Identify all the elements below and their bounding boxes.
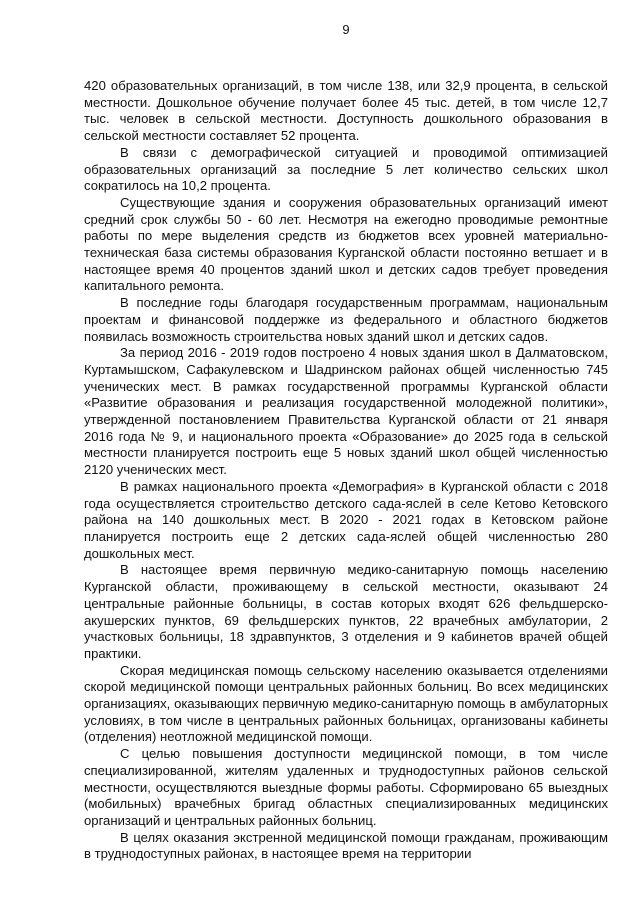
paragraph-new-schools: За период 2016 - 2019 годов построено 4 новых здания школ в Далматовском, Куртамышском, Сафакулевском и Шадринском районах общей численностью 745 ученических мест. В рамках государственной программы Курганской области «Развитие образования и реализация государственной молодежной политики», утвержденной постановлением Правительства Курганской области от 21 января 2016 года № 9, и национального проекта «Образование» до 2025 года в сельской местности планируется построить еще 5 новых зданий школ общей численностью 2120 ученических мест. xyxy=(84,345,608,478)
document-body xyxy=(84,78,608,863)
paragraph-demography: В рамках национального проекта «Демография» в Курганской области с 2018 года осуществляется строительство детского сада-яслей в селе Кетово Кетовского района на 140 дошкольных мест. В 2020 - 2021 годах в Кетовском районе планируется построить еще 2 детских сада-яслей общей численностью 280 дошкольных мест. xyxy=(84,478,608,561)
paragraph-education-count: 420 образовательных организаций, в том числе 138, или 32,9 процента, в сельской местности. Дошкольное обучение получает более 45 тыс. детей, в том числе 12,7 тыс. человек в сельской местности. Доступность дошкольного образования в сельской местности составляет 52 процента. xyxy=(84,78,608,144)
paragraph-national-projects: В последние годы благодаря государственным программам, национальным проектам и финансовой поддержке из федерального и областного бюджетов появилась возможность строительства новых зданий школ и детских садов. xyxy=(84,295,608,344)
paragraph-buildings: Существующие здания и сооружения образовательных организаций имеют средний срок службы 50 - 60 лет. Несмотря на ежегодно проводимые ремонтные работы по мере выделения средств из бюджетов всех уровней материально-техническая база системы образования Курганской области постоянно ветшает и в настоящее время 40 процентов зданий школ и детских садов требует проведения капитального ремонта. xyxy=(84,194,608,294)
paragraph-rural-schools: В связи с демографической ситуацией и проводимой оптимизацией образовательных организаций за последние 5 лет количество сельских школ сократилось на 10,2 процента. xyxy=(84,144,608,194)
page-number: 9 xyxy=(342,22,350,37)
paragraph-mobile-teams: С целью повышения доступности медицинской помощи, в том числе специализированной, жителям удаленных и труднодоступных районов сельской местности, осуществляются выездные формы работы. Сформировано 65 выездных (мобильных) врачебных бригад областных специализированных медицинских организаций и центральных районных больниц. xyxy=(84,746,608,828)
paragraph-emergency-care: Скорая медицинская помощь сельскому населению оказывается отделениями скорой медицинской помощи центральных районных больниц. Во всех медицинских организациях, оказывающих первичную медико-санитарную помощь в амбулаторных условиях, в том числе в центральных районных больницах, организованы кабинеты (отделения) неотложной медицинской помощи. xyxy=(84,662,608,745)
paragraph-remote-areas: В целях оказания экстренной медицинской помощи гражданам, проживающим в труднодоступных районах, в настоящее время на территории xyxy=(84,829,608,862)
paragraph-primary-care: В настоящее время первичную медико-санитарную помощь населению Курганской области, проживающему в сельской местности, оказывают 24 центральные районные больницы, в состав которых входят 626 фельдшерско-акушерских пунктов, 69 фельдшерских пунктов, 22 врачебных амбулатории, 2 участковых больницы, 18 здравпунктов, 3 отделения и 9 кабинетов врачей общей практики. xyxy=(84,562,608,661)
